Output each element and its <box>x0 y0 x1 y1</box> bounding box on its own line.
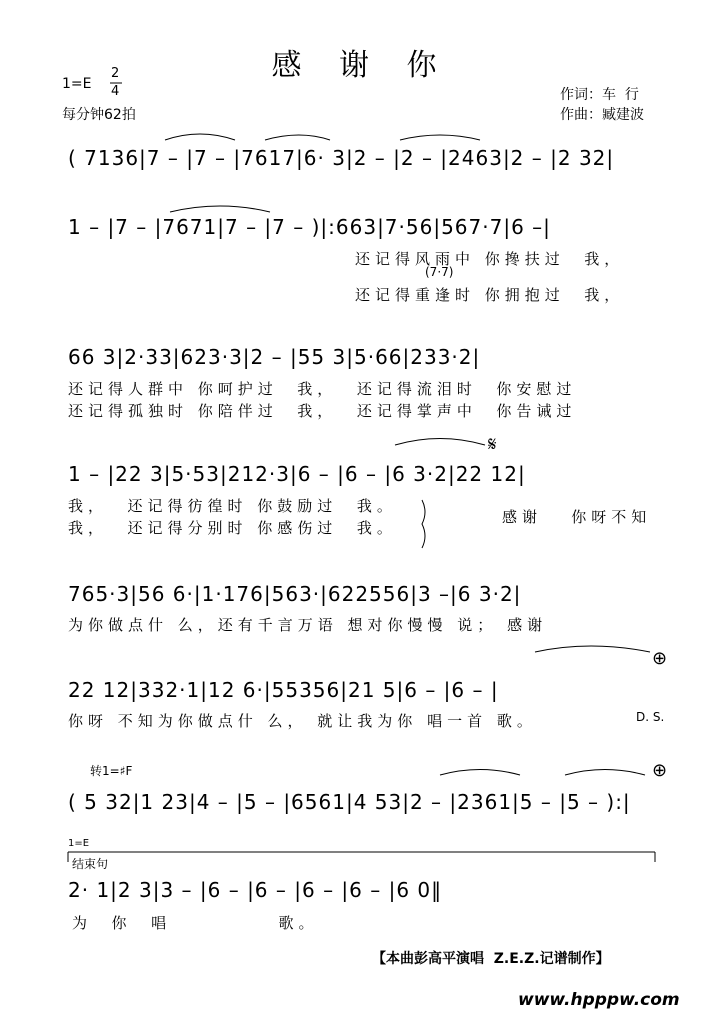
notation-line: 765·3|56 6·|1·176|563·|622556|3 –|6 3·2| <box>68 582 522 606</box>
notation-line: ( 5 32|1 23|4 – |5 – |6561|4 53|2 – |2361|5 – |5 – ):| <box>68 790 631 814</box>
lyric-line: 还记得孤独时 你陪伴过 我， 还记得掌声中 你告诫过 <box>68 402 577 420</box>
time-signature-bottom: 4 <box>111 84 120 99</box>
lyric-line: 为 你 唱 歌。 <box>72 914 319 932</box>
notation-line: 22 12|332·1|12 6·|55356|21 5|6 – |6 – | <box>68 678 499 702</box>
credit-line: 【本曲彭高平演唱 Z.E.Z.记谱制作】 <box>372 951 610 967</box>
alternate-notes: (7·7) <box>425 265 454 279</box>
notation-line: ( 7136|7 – |7 – |7617|6· 3|2 – |2 – |2463|2 – |2 32| <box>68 146 615 170</box>
lyric-line: 你呀 不知为你做点什 么， 就让我为你 唱一首 歌。 <box>68 712 537 730</box>
notation-line: 1 – |22 3|5·53|212·3|6 – |6 – |6 3·2|22 12| <box>68 462 526 486</box>
da-segno-marking: D. S. <box>636 710 665 724</box>
song-title: 感 谢 你 <box>271 48 451 83</box>
modulation-marking: 转1=♯F <box>90 764 133 778</box>
lyric-line: 还记得人群中 你呵护过 我， 还记得流泪时 你安慰过 <box>68 380 577 398</box>
notation-line: 1 – |7 – |7671|7 – |7 – )|:663|7·56|567·7|6 –| <box>68 215 551 239</box>
segno-sign: 𝄋 <box>488 432 497 456</box>
notation-line: 2· 1|2 3|3 – |6 – |6 – |6 – |6 – |6 0‖ <box>68 878 443 902</box>
lyric-line: 我， 还记得分别时 你感伤过 我。 <box>68 519 397 537</box>
lyric-line: 为你做点什 么，还有千言万语 想对你慢慢 说； 感谢 <box>68 616 548 634</box>
coda-sign: ⊕ <box>652 760 668 781</box>
lyric-line: 还记得风雨中 你搀扶过 我， <box>355 250 625 268</box>
composer-credit: 作曲：臧建波 <box>560 107 644 123</box>
lyricist-credit: 作词：车 行 <box>560 87 639 103</box>
ending-label: 结束句 <box>72 857 109 871</box>
website-watermark: www.hpppw.com <box>518 990 680 1010</box>
time-signature-top: 2 <box>111 66 120 81</box>
key-signature: 1=E <box>62 76 92 92</box>
lyric-line: 还记得重逢时 你拥抱过 我， <box>355 286 625 304</box>
notation-line: 66 3|2·33|623·3|2 – |55 3|5·66|233·2| <box>68 345 481 369</box>
key-signature-ending: 1=E <box>68 838 90 849</box>
coda-sign: ⊕ <box>652 648 668 669</box>
lyric-line-chorus: 感谢 你呀不知 <box>502 508 652 526</box>
tempo-marking: 每分钟62拍 <box>62 107 136 123</box>
lyric-line: 我， 还记得彷徨时 你鼓励过 我。 <box>68 497 397 515</box>
